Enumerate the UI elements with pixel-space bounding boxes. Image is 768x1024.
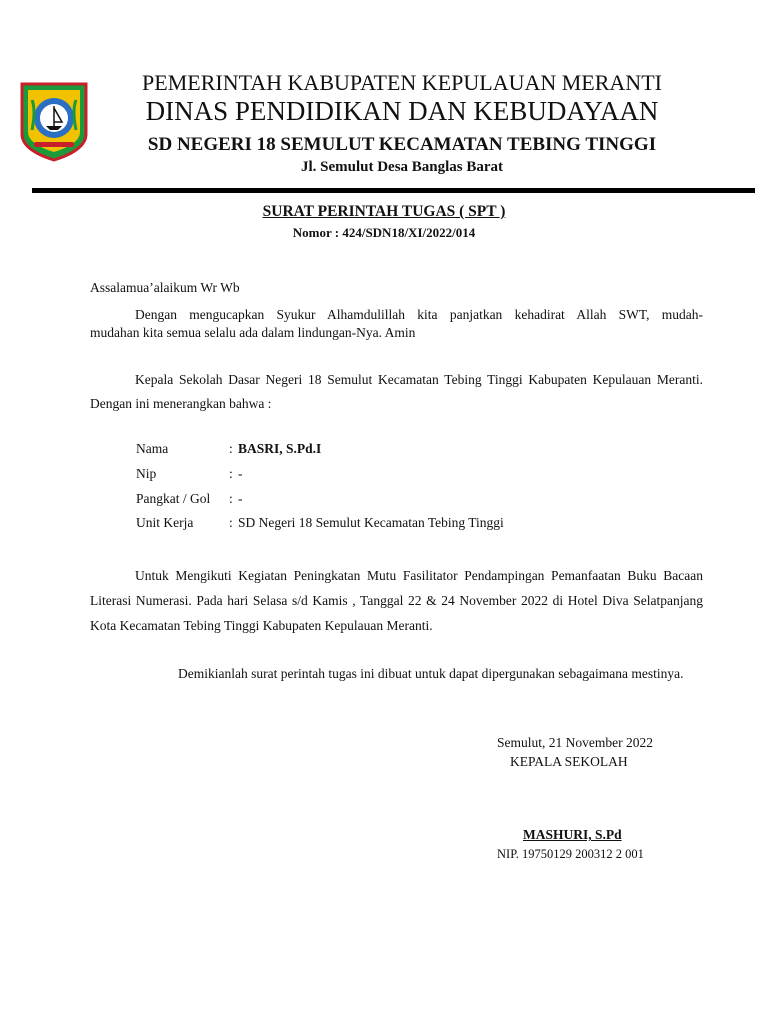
field-value-pangkat: - xyxy=(238,491,243,506)
field-value-nip: - xyxy=(238,466,243,481)
place-date: Semulut, 21 November 2022 xyxy=(497,735,653,750)
government-header: PEMERINTAH KABUPATEN KEPULAUAN MERANTI xyxy=(142,70,662,95)
field-sep-nip: : xyxy=(229,466,233,481)
letter-number: Nomor : 424/SDN18/XI/2022/014 xyxy=(292,225,476,240)
field-label-unit-kerja: Unit Kerja xyxy=(136,515,194,530)
closing-paragraph: Demikianlah surat perintah tugas ini dibuat untuk dapat dipergunakan sebagaimana mestinya. xyxy=(178,666,684,681)
opening-line-2: mudahan kita semua selalu ada dalam lindungan-Nya. Amin xyxy=(90,325,416,340)
school-address: Jl. Semulut Desa Banglas Barat xyxy=(300,159,504,175)
letter-title: SURAT PERINTAH TUGAS ( SPT ) xyxy=(262,203,506,220)
field-value-nama: BASRI, S.Pd.I xyxy=(238,441,322,456)
intro-paragraph: Kepala Sekolah Dasar Negeri 18 Semulut Kecamatan Tebing Tinggi Kabupaten Kepulauan Meranti. Dengan ini menerangkan bahwa : xyxy=(90,372,703,411)
regency-coat-of-arms-icon xyxy=(18,80,90,162)
header-divider xyxy=(32,188,755,193)
opening-line-1: Dengan mengucapkan Syukur Alhamdulillah kita panjatkan kehadirat Allah SWT, mudah- xyxy=(135,307,703,322)
field-label-nip: Nip xyxy=(136,466,157,481)
signer-position: KEPALA SEKOLAH xyxy=(510,754,628,769)
opening-paragraph xyxy=(90,306,703,342)
agency-header: DINAS PENDIDIKAN DAN KEBUDAYAAN xyxy=(145,96,659,126)
school-header: SD NEGERI 18 SEMULUT KECAMATAN TEBING TINGGI xyxy=(147,134,657,155)
greeting: Assalamua’alaikum Wr Wb xyxy=(90,280,240,295)
field-sep-nama: : xyxy=(229,441,233,456)
signer-name: MASHURI, S.Pd xyxy=(523,827,622,842)
field-label-nama: Nama xyxy=(136,441,169,456)
purpose-paragraph: Untuk Mengikuti Kegiatan Peningkatan Mutu Fasilitator Pendampingan Pemanfaatan Buku Bacaan Literasi Numerasi. Pada hari Selasa s/d Kamis , Tanggal 22 & 24 November 2022 di Hotel Diva Selatpanjang Kota Kecamatan Tebing Tinggi Kabupaten Kepulauan Meranti. xyxy=(90,568,703,633)
field-sep-unit-kerja: : xyxy=(229,515,233,530)
signer-nip: NIP. 19750129 200312 2 001 xyxy=(497,847,644,861)
field-sep-pangkat: : xyxy=(229,491,233,506)
field-value-unit-kerja: SD Negeri 18 Semulut Kecamatan Tebing Tinggi xyxy=(238,515,504,530)
field-label-pangkat: Pangkat / Gol xyxy=(136,491,211,506)
